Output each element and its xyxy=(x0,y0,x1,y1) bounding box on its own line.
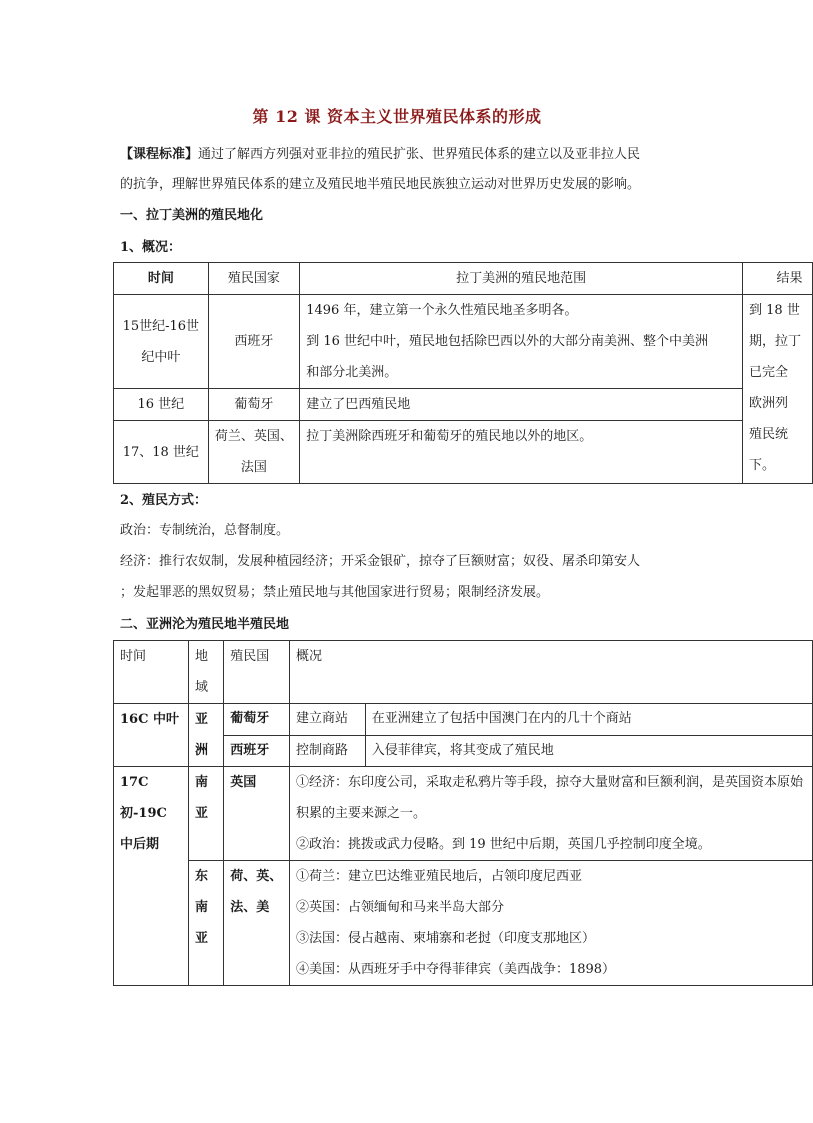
row1-country-a: 葡萄牙 xyxy=(224,704,290,736)
row3-overview xyxy=(289,861,812,986)
header-time: 时间 xyxy=(114,263,209,295)
politics-text: 政治：专制统治，总督制度。 xyxy=(120,523,290,538)
section1-heading: 一、拉丁美洲的殖民地化 xyxy=(120,208,264,223)
row2-region-text: 南亚 xyxy=(195,775,209,821)
latin-america-table xyxy=(113,262,813,484)
row2-country: 葡萄牙 xyxy=(208,389,300,421)
table-row xyxy=(114,767,813,861)
result-line: 期，拉丁 xyxy=(749,334,802,349)
row1-scope-line: 到 16 世纪中叶，殖民地包括除巴西以外的大部分南美洲、整个中美洲 xyxy=(306,334,709,349)
row1-detail-b: 入侵菲律宾，将其变成了殖民地 xyxy=(365,735,812,767)
row1-region xyxy=(189,704,224,767)
header-result-text: 结果 xyxy=(776,271,803,286)
row2-time: 16 世纪 xyxy=(114,389,209,421)
header-overview: 概况 xyxy=(289,641,812,704)
page-title: 第 12 课 资本主义世界殖民体系的形成 xyxy=(252,107,542,126)
economy-line2: ；发起罪恶的黑奴贸易；禁止殖民地与其他国家进行贸易；限制经济发展。 xyxy=(120,585,550,600)
row1-country: 西班牙 xyxy=(208,295,300,389)
result-line: 殖民统 xyxy=(749,427,789,442)
course-standard-label: 【课程标准】 xyxy=(120,147,199,162)
header-country: 殖民国家 xyxy=(208,263,300,295)
header-region xyxy=(189,641,224,704)
section1-sub2: 2、殖民方式： xyxy=(120,493,208,508)
row1-scope-line: 和部分北美洲。 xyxy=(306,365,398,380)
result-line: 欧洲列 xyxy=(749,396,789,411)
row3-scope: 拉丁美洲除西班牙和葡萄牙的殖民地以外的地区。 xyxy=(300,421,743,484)
header-result xyxy=(743,263,813,295)
result-line: 下。 xyxy=(749,458,776,473)
row1-scope-line: 1496 年，建立第一个永久性殖民地圣多明各。 xyxy=(306,303,578,318)
row3-country: 荷兰、英国、法国 xyxy=(208,421,300,484)
economy-line1: 经济：推行农奴制，发展种植园经济；开采金银矿，掠夺了巨额财富；奴役、屠杀印第安人 xyxy=(120,554,641,569)
row2-overview-line: 积累的主要来源之一。 xyxy=(295,806,426,821)
row1-detail-a: 在亚洲建立了包括中国澳门在内的几十个商站 xyxy=(365,704,812,736)
row3-overview-line: ①荷兰：建立巴达维亚殖民地后，占领印度尼西亚 xyxy=(295,869,582,884)
course-standard-line2: 的抗争，理解世界殖民体系的建立及殖民地半殖民地民族独立运动对世界历史发展的影响。 xyxy=(120,177,641,192)
row3-region xyxy=(189,861,224,986)
row2-scope: 建立了巴西殖民地 xyxy=(300,389,743,421)
table-row xyxy=(114,861,813,986)
row2-time-text: 17C 初-19C 中后期 xyxy=(120,775,167,852)
header-scope: 拉丁美洲的殖民地范围 xyxy=(300,263,743,295)
row3-country-text: 荷、英、法、美 xyxy=(230,869,283,915)
table-row xyxy=(114,421,813,484)
row3-country xyxy=(224,861,290,986)
section1-sub1: 1、概况： xyxy=(120,240,182,255)
table-row xyxy=(114,295,813,389)
row1-time: 15世纪-16世纪中叶 xyxy=(114,295,209,389)
row1-scope xyxy=(300,295,743,389)
row3-time: 17、18 世纪 xyxy=(114,421,209,484)
row1-time: 16C 中叶 xyxy=(114,704,189,767)
course-standard-line1 xyxy=(120,145,640,165)
row2-overview-line: ②政治：挑拨或武力侵略。到 19 世纪中后期，英国几乎控制印度全境。 xyxy=(295,837,711,852)
row2-region xyxy=(189,767,224,861)
row3-overview-line: ③法国：侵占越南、柬埔寨和老挝（印度支那地区） xyxy=(295,931,595,946)
result-line: 已完全 xyxy=(749,365,789,380)
row2-country: 英国 xyxy=(224,767,290,861)
table-row xyxy=(114,389,813,421)
row2-time xyxy=(114,767,189,986)
header-region-text: 地域 xyxy=(195,649,209,695)
row1-country-b: 西班牙 xyxy=(224,735,290,767)
result-line: 到 18 世 xyxy=(749,303,800,318)
header-time: 时间 xyxy=(114,641,189,704)
row1-action-a: 建立商站 xyxy=(289,704,365,736)
asia-table xyxy=(113,640,813,986)
course-standard-text-1: 通过了解西方列强对亚非拉的殖民扩张、世界殖民体系的建立以及亚非拉人民 xyxy=(198,147,641,162)
table-header-row xyxy=(114,641,813,704)
row2-overview-line: ①经济：东印度公司，采取走私鸦片等手段，掠夺大量财富和巨额利润，是英国资本原始 xyxy=(295,775,803,790)
header-country: 殖民国 xyxy=(224,641,290,704)
row1-region-text: 亚洲 xyxy=(195,712,209,758)
result-cell xyxy=(743,295,813,484)
table-row xyxy=(114,704,813,736)
row2-overview xyxy=(289,767,812,861)
row3-region-text: 东南亚 xyxy=(195,869,209,946)
row1-action-b: 控制商路 xyxy=(289,735,365,767)
row3-overview-line: ②英国：占领缅甸和马来半岛大部分 xyxy=(295,900,504,915)
section2-heading: 二、亚洲沦为殖民地半殖民地 xyxy=(120,617,290,632)
row3-overview-line: ④美国：从西班牙手中夺得菲律宾（美西战争：1898） xyxy=(295,962,616,977)
table-header-row xyxy=(114,263,813,295)
